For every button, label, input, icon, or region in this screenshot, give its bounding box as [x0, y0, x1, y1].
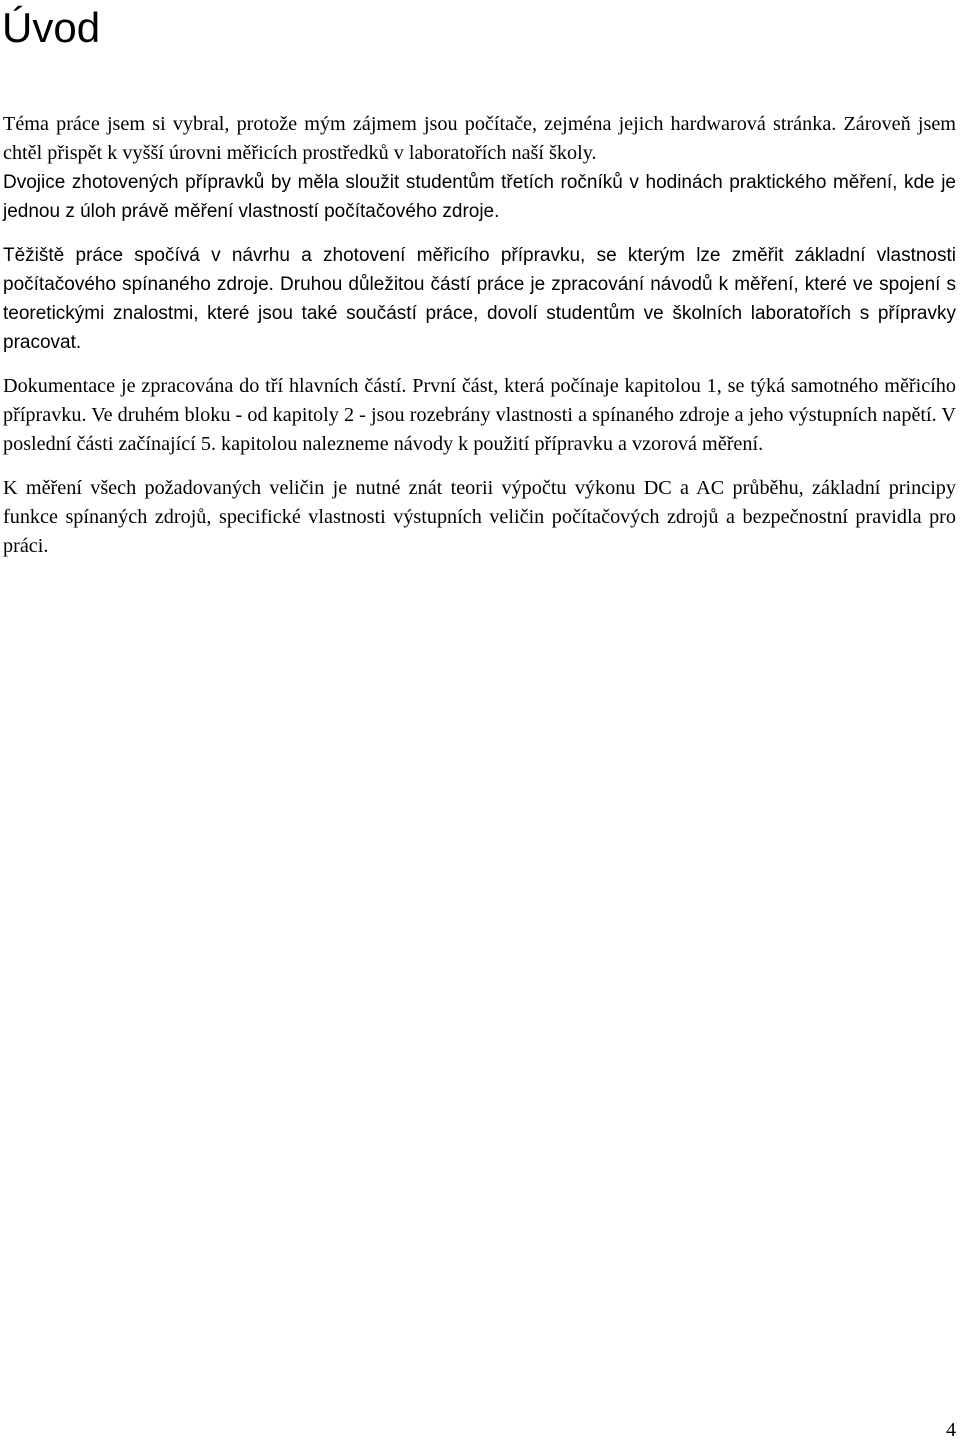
paragraph-purpose: Dvojice zhotovených přípravků by měla sloužit studentům třetích ročníků v hodinách praktického měření, kde je jednou z úloh právě měření vlastností počítačového zdroje. [3, 172, 956, 222]
paragraph-intro: Téma práce jsem si vybral, protože mým zájmem jsou počítače, zejména jejich hardwarová stránka. Zároveň jsem chtěl přispět k vyšší úrovni měřicích prostředků v laboratořích naší školy. [3, 113, 956, 164]
page-title: Úvod [2, 4, 101, 51]
paragraph-requirements: K měření všech požadovaných veličin je nutné znát teorii výpočtu výkonu DC a AC průběhu, základní principy funkce spínaných zdrojů, specifické vlastnosti výstupních veličin počítačových zdrojů a bezpečnostní pravidla pro práci. [3, 477, 956, 557]
document-body [3, 110, 956, 576]
page-number: 4 [946, 1419, 956, 1441]
paragraph-focus: Těžiště práce spočívá v návrhu a zhotovení měřicího přípravku, se kterým lze změřit základní vlastnosti počítačového spínaného zdroje. Druhou důležitou částí práce je zpracování návodů k měření, které ve spojení s teoretickými znalostmi, které jsou také součástí práce, dovolí studentům ve školních laboratořích s přípravky pracovat. [3, 245, 956, 353]
paragraph-structure: Dokumentace je zpracována do tří hlavních částí. První část, která počínaje kapitolou 1, se týká samotného měřicího přípravku. Ve druhém bloku - od kapitoly 2 - jsou rozebrány vlastnosti a spínaného zdroje a jeho výstupních napětí. V poslední části začínající 5. kapitolou nalezneme návody k použití přípravku a vzorová měření. [3, 375, 956, 455]
